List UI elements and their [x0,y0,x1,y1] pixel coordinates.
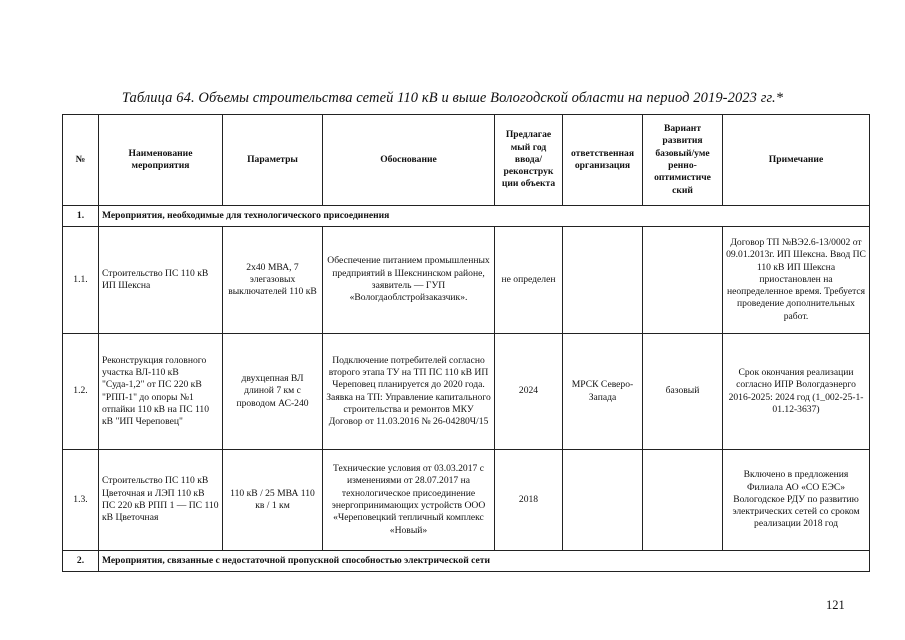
row-num: 1.2. [63,334,99,450]
row-year: 2018 [495,450,563,551]
table-header-row [63,115,870,206]
row-basis: Технические условия от 03.03.2017 с изменениями от 28.07.2017 на технологическое присоединение энергопринимающих устройств ООО «Череповецкий тепличный комплекс «Новый» [323,450,495,551]
row-variant [643,450,723,551]
table-caption: Таблица 64. Объемы строительства сетей 110 кВ и выше Вологодской области на период 2019-2023 гг.* [121,90,784,106]
section-row [63,551,870,572]
header-params: Параметры [223,115,323,206]
row-basis: Обеспечение питанием промышленных предприятий в Шекснинском районе, заявитель — ГУП «Вологдаоблстройзаказчик». [323,227,495,334]
row-note: Договор ТП №ВЭ2.6-13/0002 от 09.01.2013г. ИП Шексна. Ввод ПС 110 кВ ИП Шексна приостановлен на неопределенное время. Требуется проведение дополнительных работ. [723,227,870,334]
table-row [63,227,870,334]
row-params: 110 кВ / 25 МВА 110 кв / 1 км [223,450,323,551]
row-org [563,227,643,334]
header-note: Примечание [723,115,870,206]
section-row [63,206,870,227]
header-basis: Обоснование [323,115,495,206]
row-name: Реконструкция головного участка ВЛ-110 кВ "Суда-1,2" от ПС 220 кВ "РПП-1" до опоры №1 отпайки 110 кВ на ПС 110 кВ "ИП Череповец" [99,334,223,450]
section-num: 1. [63,206,99,227]
row-variant: базовый [643,334,723,450]
header-num: № [63,115,99,206]
section-title: Мероприятия, связанные с недостаточной пропускной способностью электрической сети [99,551,870,572]
row-year: 2024 [495,334,563,450]
row-name: Строительство ПС 110 кВ Цветочная и ЛЭП 110 кВ ПС 220 кВ РПП 1 — ПС 110 кВ Цветочная [99,450,223,551]
section-title: Мероприятия, необходимые для технологического присоединения [99,206,870,227]
row-variant [643,227,723,334]
table-row [63,450,870,551]
table-row [63,334,870,450]
construction-volumes-table [62,114,870,572]
row-org: МРСК Северо-Запада [563,334,643,450]
row-note: Включено в предложения Филиала АО «СО ЕЭС» Вологодское РДУ по развитию электрических сетей со сроком реализации 2018 год [723,450,870,551]
row-params: двухцепная ВЛ длиной 7 км с проводом АС-240 [223,334,323,450]
row-num: 1.3. [63,450,99,551]
header-org: ответственная организация [563,115,643,206]
row-basis: Подключение потребителей согласно второго этапа ТУ на ТП ПС 110 кВ ИП Череповец планируется до 2020 года. Заявка на ТП: Управление капитального строительства и ремонтов МКУ Договор от 11.03.2016 № 26-04280Ч/15 [323,334,495,450]
row-name: Строительство ПС 110 кВ ИП Шексна [99,227,223,334]
row-params: 2х40 МВА, 7 элегазовых выключателей 110 кВ [223,227,323,334]
row-org [563,450,643,551]
page-number: 121 [826,598,845,612]
row-note: Срок окончания реализации согласно ИПР Вологдаэнерго 2016-2025: 2024 год (1_002-25-1-01.12-3637) [723,334,870,450]
header-year: Предлагае мый год ввода/ реконструк ции объекта [495,115,563,206]
row-year: не определен [495,227,563,334]
section-num: 2. [63,551,99,572]
header-variant: Вариант развития базовый/уме ренно-оптимистиче ский [643,115,723,206]
row-num: 1.1. [63,227,99,334]
header-name: Наименование мероприятия [99,115,223,206]
